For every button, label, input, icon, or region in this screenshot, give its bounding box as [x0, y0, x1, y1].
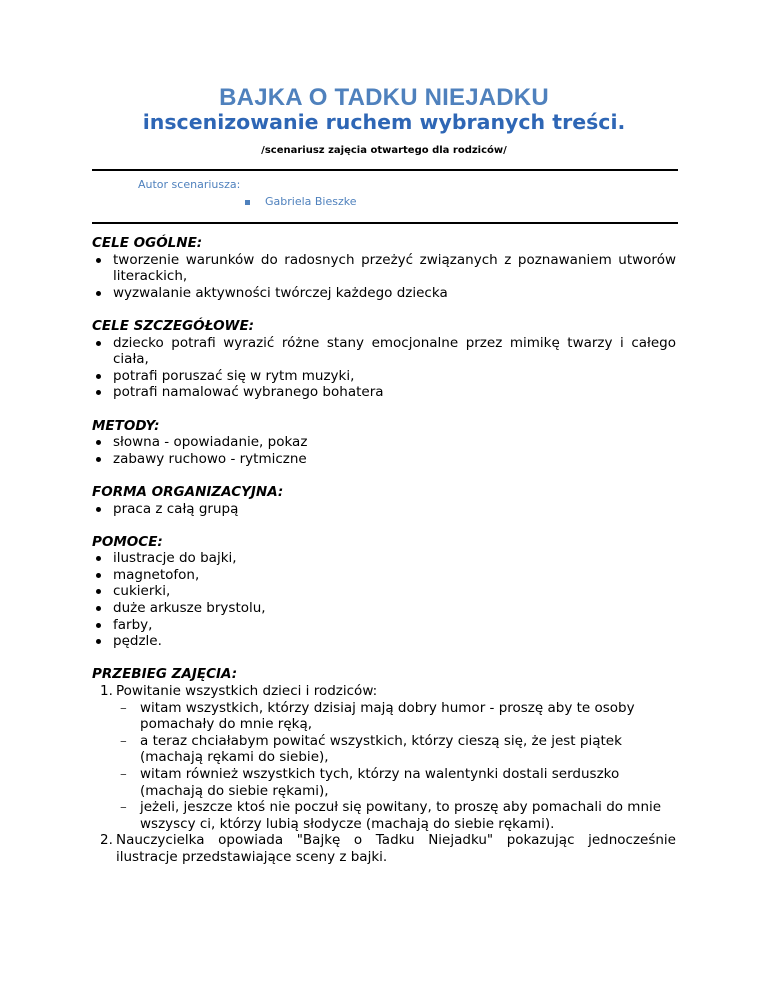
numbered-item	[92, 683, 676, 832]
author-name: Gabriela Bieszke	[265, 195, 357, 208]
section-forma-organizacyjna	[92, 484, 676, 517]
section-heading: CELE SZCZEGÓŁOWE:	[92, 317, 255, 334]
bullet-list	[92, 252, 676, 302]
list-item: potrafi namalować wybranego bohatera	[92, 384, 676, 401]
list-item: farby,	[92, 617, 676, 634]
item-text: Powitanie wszystkich dzieci i rodziców:	[116, 683, 378, 700]
dash-item-text: a teraz chciałabym powitać wszystkich, którzy cieszą się, że jest piątek (machają rękami do siebie),	[140, 732, 622, 766]
list-item: dziecko potrafi wyrazić różne stany emocjonalne przez mimikę twarzy i całego ciała,	[92, 335, 676, 368]
bullet-list	[92, 434, 676, 467]
item-number: 2.	[100, 832, 113, 849]
section-cele-ogolne	[92, 235, 676, 301]
list-item: zabawy ruchowo - rytmiczne	[92, 451, 676, 468]
section-cele-szczegolowe	[92, 318, 676, 401]
square-bullet-icon	[245, 200, 250, 205]
dash-item-text: witam również wszystkich tych, którzy na walentynki dostali serduszko (machają do siebie rękami),	[140, 766, 620, 799]
section-heading: PRZEBIEG ZAJĘCIA:	[92, 666, 238, 683]
list-item: magnetofon,	[92, 567, 676, 584]
section-metody	[92, 418, 676, 468]
numbered-list	[92, 683, 676, 866]
section-heading: FORMA ORGANIZACYJNA:	[92, 483, 284, 500]
bottom-divider	[92, 222, 678, 224]
section-pomoce	[92, 534, 676, 650]
list-item: potrafi poruszać się w rytm muzyki,	[92, 368, 676, 385]
document-body	[92, 235, 676, 882]
top-divider	[92, 169, 678, 171]
item-text: Nauczycielka opowiada "Bajkę o Tadku Niejadku" pokazując jednocześnie ilustracje przedstawiające sceny z bajki.	[116, 832, 676, 865]
section-heading: METODY:	[92, 417, 160, 434]
section-przebieg-zajecia	[92, 666, 676, 865]
dash-marker: –	[120, 699, 127, 716]
list-item: tworzenie warunków do radosnych przeżyć związanych z poznawaniem utworów literackich,	[92, 252, 676, 285]
document-title: BAJKA O TADKU NIEJADKU	[219, 84, 549, 111]
list-item: duże arkusze brystolu,	[92, 600, 676, 617]
list-item: słowna - opowiadanie, pokaz	[92, 434, 676, 451]
list-item: pędzle.	[92, 633, 676, 650]
dash-list	[116, 700, 676, 833]
document-subtitle-note: /scenariusz zajęcia otwartego dla rodziców/	[261, 145, 507, 156]
document-subtitle-title: inscenizowanie ruchem wybranych treści.	[142, 110, 626, 134]
bullet-list	[92, 550, 676, 650]
dash-item	[116, 700, 676, 733]
dash-marker: –	[120, 766, 127, 782]
section-heading: CELE OGÓLNE:	[92, 235, 203, 251]
dash-item	[116, 733, 676, 766]
bullet-list	[92, 335, 676, 401]
author-label: Autor scenariusza:	[138, 178, 241, 191]
dash-marker: –	[120, 799, 127, 816]
dash-item	[116, 799, 676, 832]
numbered-item	[92, 832, 676, 865]
list-item: wyzwalanie aktywności twórczej każdego dziecka	[92, 285, 676, 302]
list-item: praca z całą grupą	[92, 501, 676, 518]
list-item: ilustracje do bajki,	[92, 550, 676, 567]
dash-marker: –	[120, 732, 127, 749]
section-heading: POMOCE:	[92, 533, 163, 550]
item-number: 1.	[100, 683, 113, 700]
dash-item	[116, 766, 676, 799]
bullet-list	[92, 501, 676, 518]
list-item: cukierki,	[92, 583, 676, 600]
dash-item-text: witam wszystkich, którzy dzisiaj mają dobry humor - proszę aby te osoby pomachały do mnie ręką,	[140, 699, 635, 733]
dash-item-text: jeżeli, jeszcze ktoś nie poczuł się powitany, to proszę aby pomachali do mnie wszyscy ci, którzy lubią słodycze (machają do siebie rękami).	[140, 799, 662, 832]
